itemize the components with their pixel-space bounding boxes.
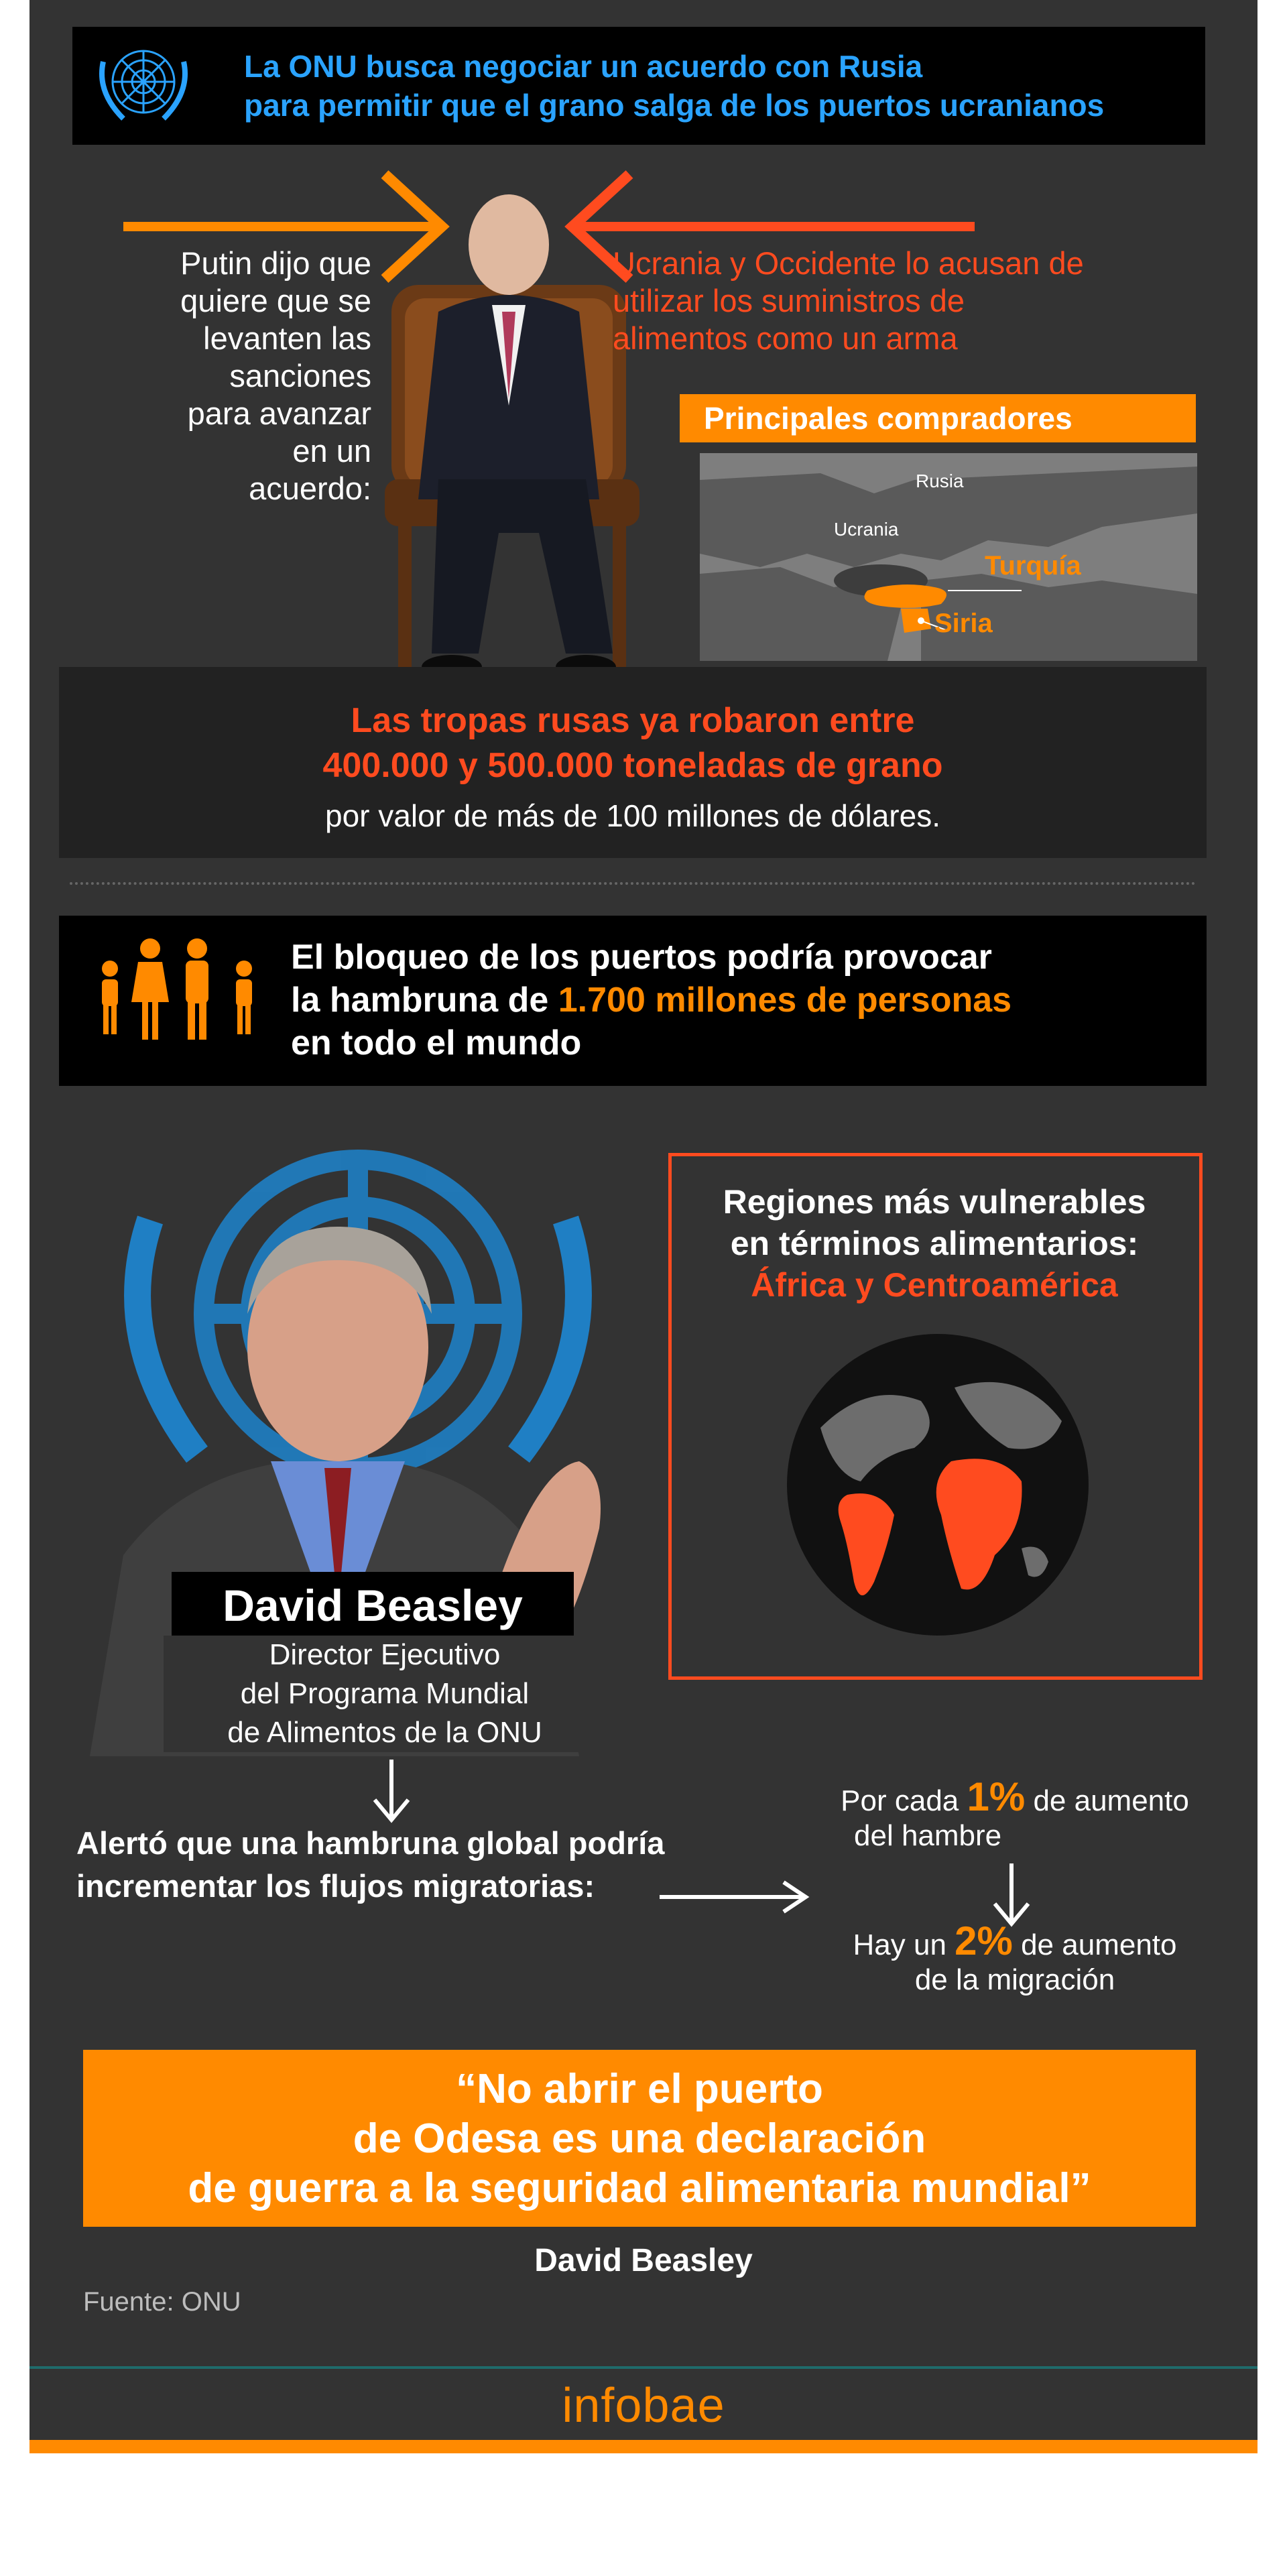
famine-highlight: 1.700 millones de personas xyxy=(558,981,1012,1020)
warning-line-2: incrementar los flujos migratorias: xyxy=(76,1868,595,1904)
migration-stat-line-2: de la migración xyxy=(914,1963,1115,1996)
warning-text xyxy=(76,1822,720,1908)
putin-line: acuerdo: xyxy=(249,471,371,506)
family-icon xyxy=(90,935,271,1042)
hunger-stat xyxy=(814,1774,1216,1853)
buyers-title: Principales compradores xyxy=(680,394,1196,442)
migration-prefix: Hay un xyxy=(853,1928,955,1961)
beasley-name: David Beasley xyxy=(172,1572,574,1639)
theft-line-1: Las tropas rusas ya robaron entre xyxy=(351,701,915,740)
hunger-stat-line-1 xyxy=(814,1774,1216,1819)
header-line-1: La ONU busca negociar un acuerdo con Rusia xyxy=(244,49,923,84)
regions-title xyxy=(673,1181,1196,1306)
source-text: Fuente: ONU xyxy=(83,2287,241,2317)
putin-line: levanten las xyxy=(203,320,371,356)
famine-line-1: El bloqueo de los puertos podría provocar xyxy=(291,938,992,977)
map-label-ukraine: Ucrania xyxy=(834,519,899,540)
map-country-syria: Siria xyxy=(934,609,993,638)
migration-value: 2% xyxy=(955,1918,1013,1963)
infographic-panel xyxy=(29,0,1258,2453)
famine-text xyxy=(291,936,1176,1064)
map-label-russia: Rusia xyxy=(916,471,964,491)
famine-line-2 xyxy=(291,979,1176,1022)
role-line: del Programa Mundial xyxy=(240,1677,530,1710)
hunger-suffix: de aumento xyxy=(1025,1784,1189,1817)
warning-line-1: Alertó que una hambruna global podría xyxy=(76,1825,665,1861)
putin-line: quiere que se xyxy=(180,283,371,318)
accusation-line: utilizar los suministros de xyxy=(613,283,965,318)
theft-line-2: 400.000 y 500.000 toneladas de grano xyxy=(322,746,943,785)
footer-bar xyxy=(29,2440,1258,2453)
section-divider xyxy=(70,882,1196,885)
quote-line: de guerra a la seguridad alimentaria mundial” xyxy=(188,2165,1091,2211)
hunger-stat-line-2: del hambre xyxy=(854,1819,1002,1852)
role-line: de Alimentos de la ONU xyxy=(227,1716,542,1749)
regions-highlight: África y Centroamérica xyxy=(751,1266,1118,1304)
header-title xyxy=(244,47,1182,125)
brand-logo: infobae xyxy=(562,2379,725,2433)
regions-line-1: Regiones más vulnerables xyxy=(723,1183,1146,1221)
quote-author: David Beasley xyxy=(534,2243,753,2278)
migration-stat xyxy=(814,1918,1216,1998)
footer-divider xyxy=(29,2366,1258,2369)
quote-line: de Odesa es una declaración xyxy=(353,2115,926,2162)
quote-line: “No abrir el puerto xyxy=(456,2066,823,2112)
putin-statement xyxy=(76,245,371,507)
putin-line: en un xyxy=(292,433,371,469)
beasley-role xyxy=(164,1636,606,1752)
theft-line-3: por valor de más de 100 millones de dólares. xyxy=(325,798,940,833)
famine-line-3: en todo el mundo xyxy=(291,1024,582,1062)
header-line-2: para permitir que el grano salga de los puertos ucranianos xyxy=(244,88,1105,123)
putin-line: Putin dijo que xyxy=(180,245,371,281)
famine-line-2-prefix: la hambruna de xyxy=(291,981,558,1020)
accusation-line: Ucrania y Occidente lo acusan de xyxy=(613,245,1084,281)
putin-line: para avanzar xyxy=(187,395,371,431)
migration-stat-line-1 xyxy=(814,1918,1216,1963)
migration-suffix: de aumento xyxy=(1012,1928,1177,1961)
globe-icon xyxy=(780,1327,1095,1642)
map-country-turkey: Turquía xyxy=(985,551,1081,580)
regions-line-2: en términos alimentarios: xyxy=(730,1225,1139,1262)
hunger-prefix: Por cada xyxy=(841,1784,967,1817)
accusation-line: alimentos como un arma xyxy=(613,320,958,356)
un-emblem-icon xyxy=(90,35,197,135)
quote-text xyxy=(83,2065,1196,2213)
hunger-value: 1% xyxy=(967,1774,1026,1819)
arrow-down-icon xyxy=(368,1760,415,1827)
putin-line: sanciones xyxy=(229,358,371,393)
arrow-right-small-icon xyxy=(660,1877,814,1917)
accusation-text xyxy=(613,245,1216,357)
role-line: Director Ejecutivo xyxy=(269,1638,501,1671)
buyers-map xyxy=(700,453,1197,661)
